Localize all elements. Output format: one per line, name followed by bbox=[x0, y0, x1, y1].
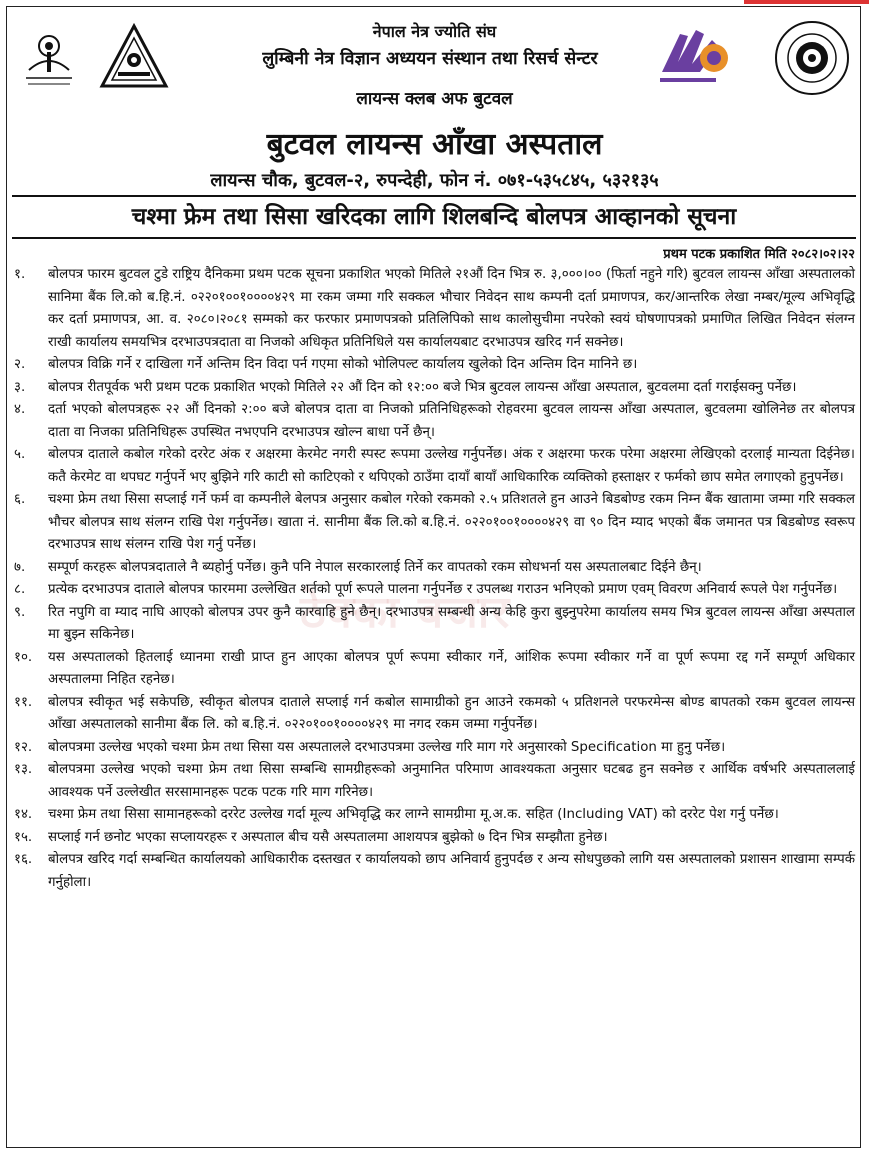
item-text: सप्लाई गर्न छनोट भएका सप्लायरहरू र अस्पताल बीच यसै अस्पतालमा आशयपत्र बुझेको ७ दिन भित्र सम्झौता हुनेछ। bbox=[48, 829, 608, 845]
item-number: १६. bbox=[14, 852, 33, 867]
item-number: ३. bbox=[14, 379, 26, 395]
list-item bbox=[10, 827, 855, 850]
item-number: १५. bbox=[14, 829, 33, 845]
notice-title-banner: चश्मा फ्रेम तथा सिसा खरिदका लागि शिलबन्दि बोलपत्र आव्हानको सूचना bbox=[12, 195, 856, 239]
list-item bbox=[10, 602, 855, 647]
item-number: १३. bbox=[14, 762, 33, 777]
hospital-name: बुटवल लायन्स आँखा अस्पताल bbox=[266, 127, 603, 162]
item-number: १४. bbox=[14, 807, 33, 822]
item-text: बोलपत्रमा उल्लेख भएको चश्मा फ्रेम तथा सिसा सम्बन्धि सामग्रीहरूको अनुमानित परिमाण आवश्यकता अनुसार घटबढ हुन सक्नेछ र आर्थिक वर्षभरि अस्पताललाई आवश्यक पर्ने उल्लेखीत सरसामानहरू पटक पटक गरि माग गरिनेछ। bbox=[48, 762, 855, 800]
published-date: प्रथम पटक प्रकाशित मिति २०८२।०२।२२ bbox=[663, 247, 855, 262]
list-item bbox=[10, 399, 855, 444]
list-item bbox=[10, 737, 855, 760]
list-item bbox=[10, 377, 855, 400]
item-number: ७. bbox=[14, 559, 26, 575]
list-item bbox=[10, 647, 855, 692]
list-item bbox=[10, 692, 855, 737]
list-item bbox=[10, 354, 855, 377]
item-text: सम्पूर्ण करहरू बोलपत्रदाताले नै ब्यहोर्नु पर्नेछ। कुनै पनि नेपाल सरकारलाई तिर्ने कर वापतको रकम सोधभर्ना यस अस्पतालबाट दिईने छैन्। bbox=[48, 559, 702, 575]
corner-mark bbox=[744, 0, 869, 4]
notice-items-list bbox=[10, 264, 855, 894]
item-text: बोलपत्र स्वीकृत भई सकेपछि, स्वीकृत बोलपत्र दाताले सप्लाई गर्न कबोल सामाग्रीको हुन आउने रकमको ५ प्रतिशनले परफरमेन्स बोण्ड बापतको रकम बुटवल लायन्स आँखा अस्पतालको सानीमा बैंक लि. को ब.हि.नं. ०२२०१००१००००४२९ मा नगद रकम जम्मा गर्नुपर्नेछ। bbox=[48, 694, 855, 732]
list-item bbox=[10, 849, 855, 894]
item-number: १. bbox=[14, 267, 26, 282]
item-text: चश्मा फ्रेम तथा सिसा सामानहरूको दररेट उल्लेख गर्दा मूल्य अभिवृद्धि कर लाग्ने सामग्रीमा मू.अ.क. सहित (Including VAT) को दररेट पेश गर्नु पर्नेछ। bbox=[48, 807, 779, 822]
org-name-netra-jyoti-sangh: नेपाल नेत्र ज्योति संघ bbox=[372, 22, 497, 41]
watermark: ठेक्का बजार bbox=[300, 587, 512, 638]
item-number: ९. bbox=[14, 604, 26, 620]
list-item bbox=[10, 557, 855, 580]
list-item bbox=[10, 579, 855, 602]
list-item bbox=[10, 489, 855, 557]
list-item bbox=[10, 804, 855, 827]
item-number: ६. bbox=[14, 492, 26, 507]
item-text: बोलपत्र खरिद गर्दा सम्बन्धित कार्यालयको आधिकारीक दस्तखत र कार्यालयको छाप अनिवार्य हुनुपर्दछ र अन्य सोधपुछको लागि यस अस्पतालको प्रशासन शाखामा सम्पर्क गर्नुहोला। bbox=[48, 852, 855, 890]
list-item bbox=[10, 264, 855, 354]
hospital-address: लायन्स चौक, बुटवल-२, रुपन्देही, फोन नं. ०७१-५३५८४५, ५३२१३५ bbox=[210, 170, 659, 191]
item-number: ११. bbox=[14, 694, 33, 710]
org-name-lions-club: लायन्स क्लब अफ बुटवल bbox=[356, 89, 513, 109]
org-name-lumbini-institute: लुम्बिनी नेत्र विज्ञान अध्ययन संस्थान तथा रिसर्च सेन्टर bbox=[262, 49, 598, 69]
item-text: चश्मा फ्रेम तथा सिसा सप्लाई गर्ने फर्म वा कम्पनीले बेलपत्र अनुसार कबोल गरेको रकमको २.५ प्रतिशतले हुन आउने बिडबोण्ड रकम निम्न बैंक खातामा जम्मा गरि सक्कल भौचर बोलपत्र साथ संलग्न राखि पेश गर्नुपर्नेछ। खाता नं. सानीमा बैंक लि.को ब.हि.नं. ०२२०१००१००००४२९ वा ९० दिन म्याद भएको बैंक जमानत पत्र बिडबोण्ड स्वरूप दरभाउपत्र साथ संलग्न राखि पेश गर्नु पर्नेछ। bbox=[48, 492, 855, 552]
item-text: बोलपत्र फारम बुटवल टुडे राष्ट्रिय दैनिकमा प्रथम पटक सूचना प्रकाशित भएको मितिले २१औं दिन भित्र रु. ३,०००।०० (फिर्ता नहुने गरि) बुटवल लायन्स आँखा अस्पतालको सानिमा बैंक लि.को ब.हि.नं. ०२२०१००१००००४२९ मा रकम जम्मा गरि सक्कल भौचार निवेदन साथ कम्पनी दर्ता प्रमाणपत्र, कर/आन्तरिक लेखा नम्बर/मूल्य अभिवृद्धि कर दर्ता प्रमाणपत्र, आ. व. २०८०।२०८१ सम्मको कर फरफार प्रमाणपत्रको प्रतिलिपिको साथ कालोसुचीमा नपरेको स्वयं घोषणापत्रको प्रमाणित लिखित निवेदन संलग्न राखी कार्यालय समयभित्र दरभाउपत्रदाता वा निजको अधिकृत प्रतिनिधिले यस कार्यालयबाट दरभाउपत्र खरिद गर्न सक्नेछ। bbox=[48, 267, 855, 350]
item-number: ८. bbox=[14, 582, 26, 597]
list-item bbox=[10, 444, 855, 489]
item-number: ५. bbox=[14, 447, 26, 462]
item-number: २. bbox=[14, 357, 26, 372]
item-number: ४. bbox=[14, 402, 26, 417]
item-text: दर्ता भएको बोलपत्रहरू २२ औं दिनको २:०० बजे बोलपत्र दाता वा निजको प्रतिनिधिहरूको रोहवरमा बुटवल लायन्स आँखा अस्पताल, बुटवलमा खोलिनेछ तर बोलपत्र दाता वा निजका प्रतिनिधिहरू उपस्थित नभएपनि दरभाउपत्र खोल्न बाधा पर्ने छैन्। bbox=[48, 402, 855, 440]
item-text: बोलपत्र विक्रि गर्ने र दाखिला गर्ने अन्तिम दिन विदा पर्न गएमा सोको भोलिपल्ट कार्यालय खुलेको दिन अन्तिम दिन मानिने छ। bbox=[48, 357, 638, 372]
item-text: यस अस्पतालको हितलाई ध्यानमा राखी प्राप्त हुन आएका बोलपत्र पूर्ण रूपमा स्वीकार गर्ने, आंशिक रूपमा स्वीकार गर्ने वा पूर्ण रूपमा रद्द गर्ने सम्पूर्ण अधिकार अस्पतालमा निहित रहनेछ। bbox=[48, 649, 855, 687]
item-text: बोलपत्रमा उल्लेख भएको चश्मा फ्रेम तथा सिसा यस अस्पतालले दरभाउपत्रमा उल्लेख गरि माग गरे अनुसारको Specification मा हुनु पर्नेछ। bbox=[48, 739, 726, 755]
list-item bbox=[10, 759, 855, 804]
item-text: प्रत्येक दरभाउपत्र दाताले बोलपत्र फारममा उल्लेखित शर्तको पूर्ण रूपले पालना गर्नुपर्नेछ र उपलब्ध गराउन भनिएको प्रमाण एवम् विवरण अनिवार्य रूपले पेश गर्नुपर्नेछ। bbox=[48, 582, 838, 597]
item-text: बोलपत्र दाताले कबोल गरेको दररेट अंक र अक्षरमा केरमेट नगरी स्पस्ट रूपमा उल्लेख गर्नुपर्नेछ। अंक र अक्षरमा फरक परेमा अक्षरमा लेखिएको दरलाई मान्यता दिईनेछ। कतै केरमेट वा थपघट गर्नुपर्ने भए बुझिने गरि काटी सो काटिएको र थपिएको ठाउँमा दायाँ बायाँ आधिकारिक व्यक्तिको हस्ताक्षर र फर्मको छाप समेत लगाएको हुनुपर्नेछ। bbox=[48, 447, 855, 485]
item-number: १०. bbox=[14, 649, 33, 665]
item-text: रित नपुगि वा म्याद नाघि आएको बोलपत्र उपर कुनै कारवाहि हुने छैन्। दरभाउपत्र सम्बन्धी अन्य केहि कुरा बुझ्नुपरेमा कार्यालय समय भित्र बुटवल लायन्स आँखा अस्पताल मा बुझ्न सकिनेछ। bbox=[48, 604, 855, 642]
item-number: १२. bbox=[14, 739, 33, 755]
item-text: बोलपत्र रीतपूर्वक भरी प्रथम पटक प्रकाशित भएको मितिले २२ औं दिन को १२:०० बजे भित्र बुटवल लायन्स आँखा अस्पताल, बुटवलमा दर्ता गराईसक्नु पर्नेछ। bbox=[48, 379, 797, 395]
